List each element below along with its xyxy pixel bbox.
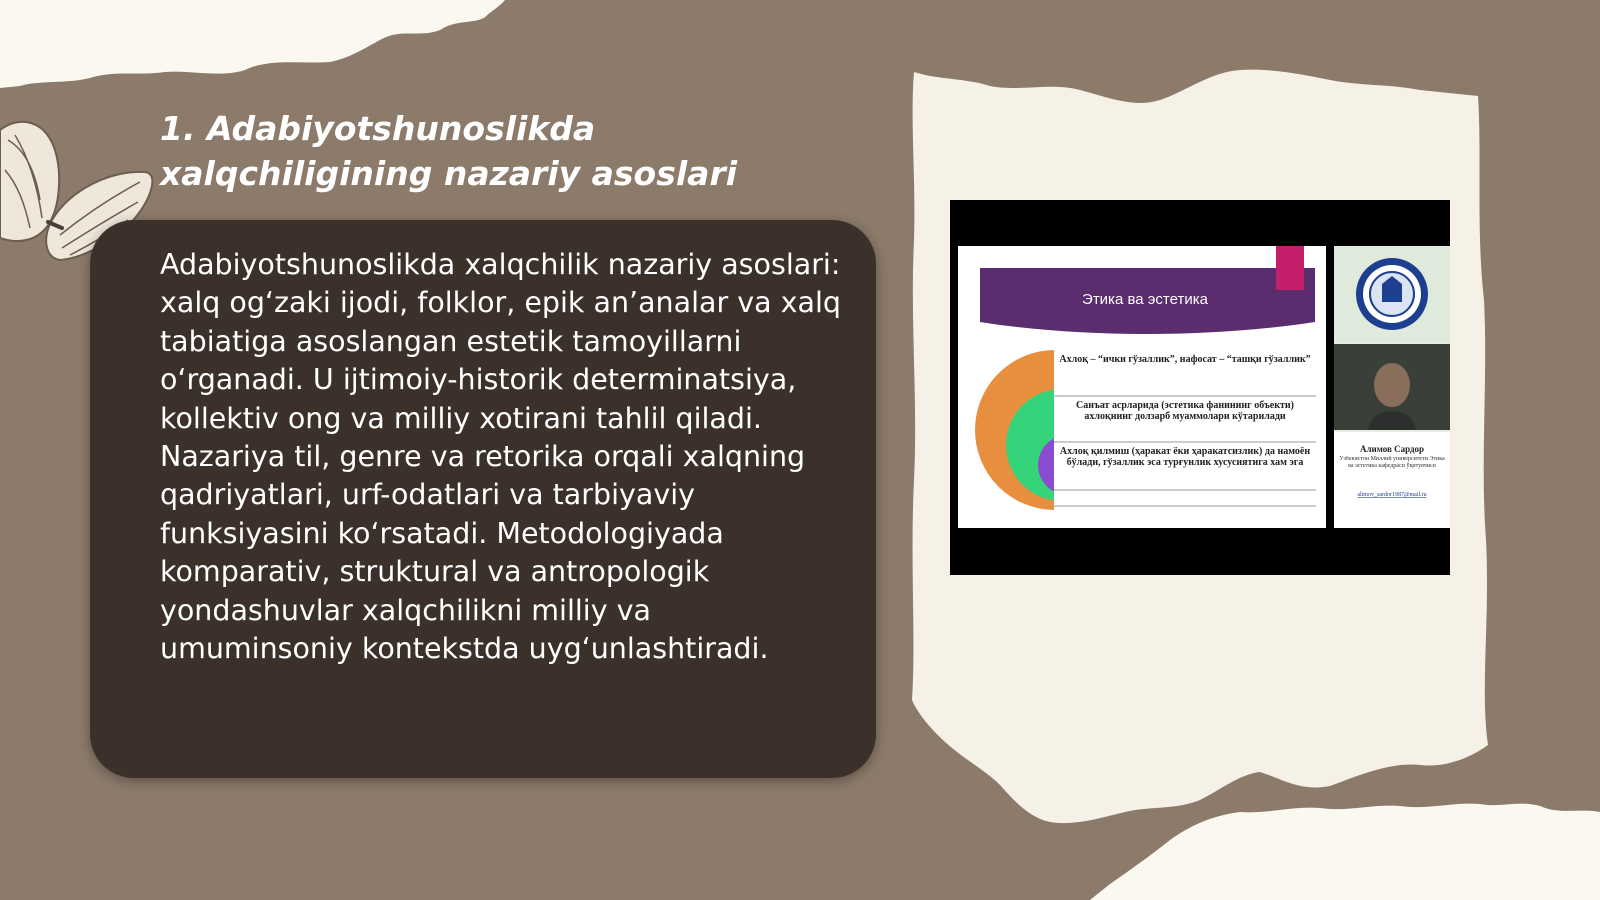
embedded-video[interactable]	[950, 200, 1450, 575]
speaker-name: Алимов Сардор	[1359, 444, 1425, 454]
university-emblem-icon	[1356, 258, 1428, 330]
video-row-1: Ахлоқ – “ички гўзаллик”, нафосат – “ташқи гўзаллик”	[1059, 354, 1311, 365]
video-row-3: Ахлоқ қилмиш (ҳаракат ёки ҳаракатсизлик) да намоён бўлади, гўзаллик эса турғунлик хусусиятига хам эга	[1059, 446, 1311, 468]
torn-paper-bottom-right	[1090, 804, 1600, 900]
speaker-affiliation: Ўзбекистон Миллий университети Этика ва эстетика кафедраси ўқитувчиси	[1339, 456, 1445, 469]
video-frame	[950, 200, 1450, 575]
slide-body-text: Adabiyotshunoslikda xalqchilik nazariy asoslari: xalq og‘zaki ijodi, folklor, epik an’analar va xalq tabiatiga asoslangan estetik tamoyillarni o‘rganadi. U ijtimoiy-historik determinatsiya, kollektiv ong va milliy xotirani tahlil qiladi. Nazariya til, genre va retorika orqali xalqning qadriyatlari, urf-odatlari va tarbiyaviy funksiyasini ko‘rsatadi. Metodologiyada komparativ, struktural va antropologik yondashuvlar xalqchilikni milliy va umuminsoniy kontekstda uyg‘unlashtiradi.	[160, 248, 841, 666]
video-row-2: Санъат асрларида (эстетика фанининг объекти) ахлоқнинг долзарб муаммолари кўтарилади	[1076, 400, 1294, 422]
video-slide-title: Этика ва эстетика	[1082, 291, 1208, 308]
torn-paper-top-left	[0, 0, 505, 88]
slide-title: 1. Adabiyotshunoslikda xalqchiligining nazariy asoslari	[160, 109, 738, 193]
speaker-contact[interactable]: alimov_sardor1987@mail.ru	[1357, 492, 1427, 498]
accent-tab	[1276, 246, 1304, 290]
